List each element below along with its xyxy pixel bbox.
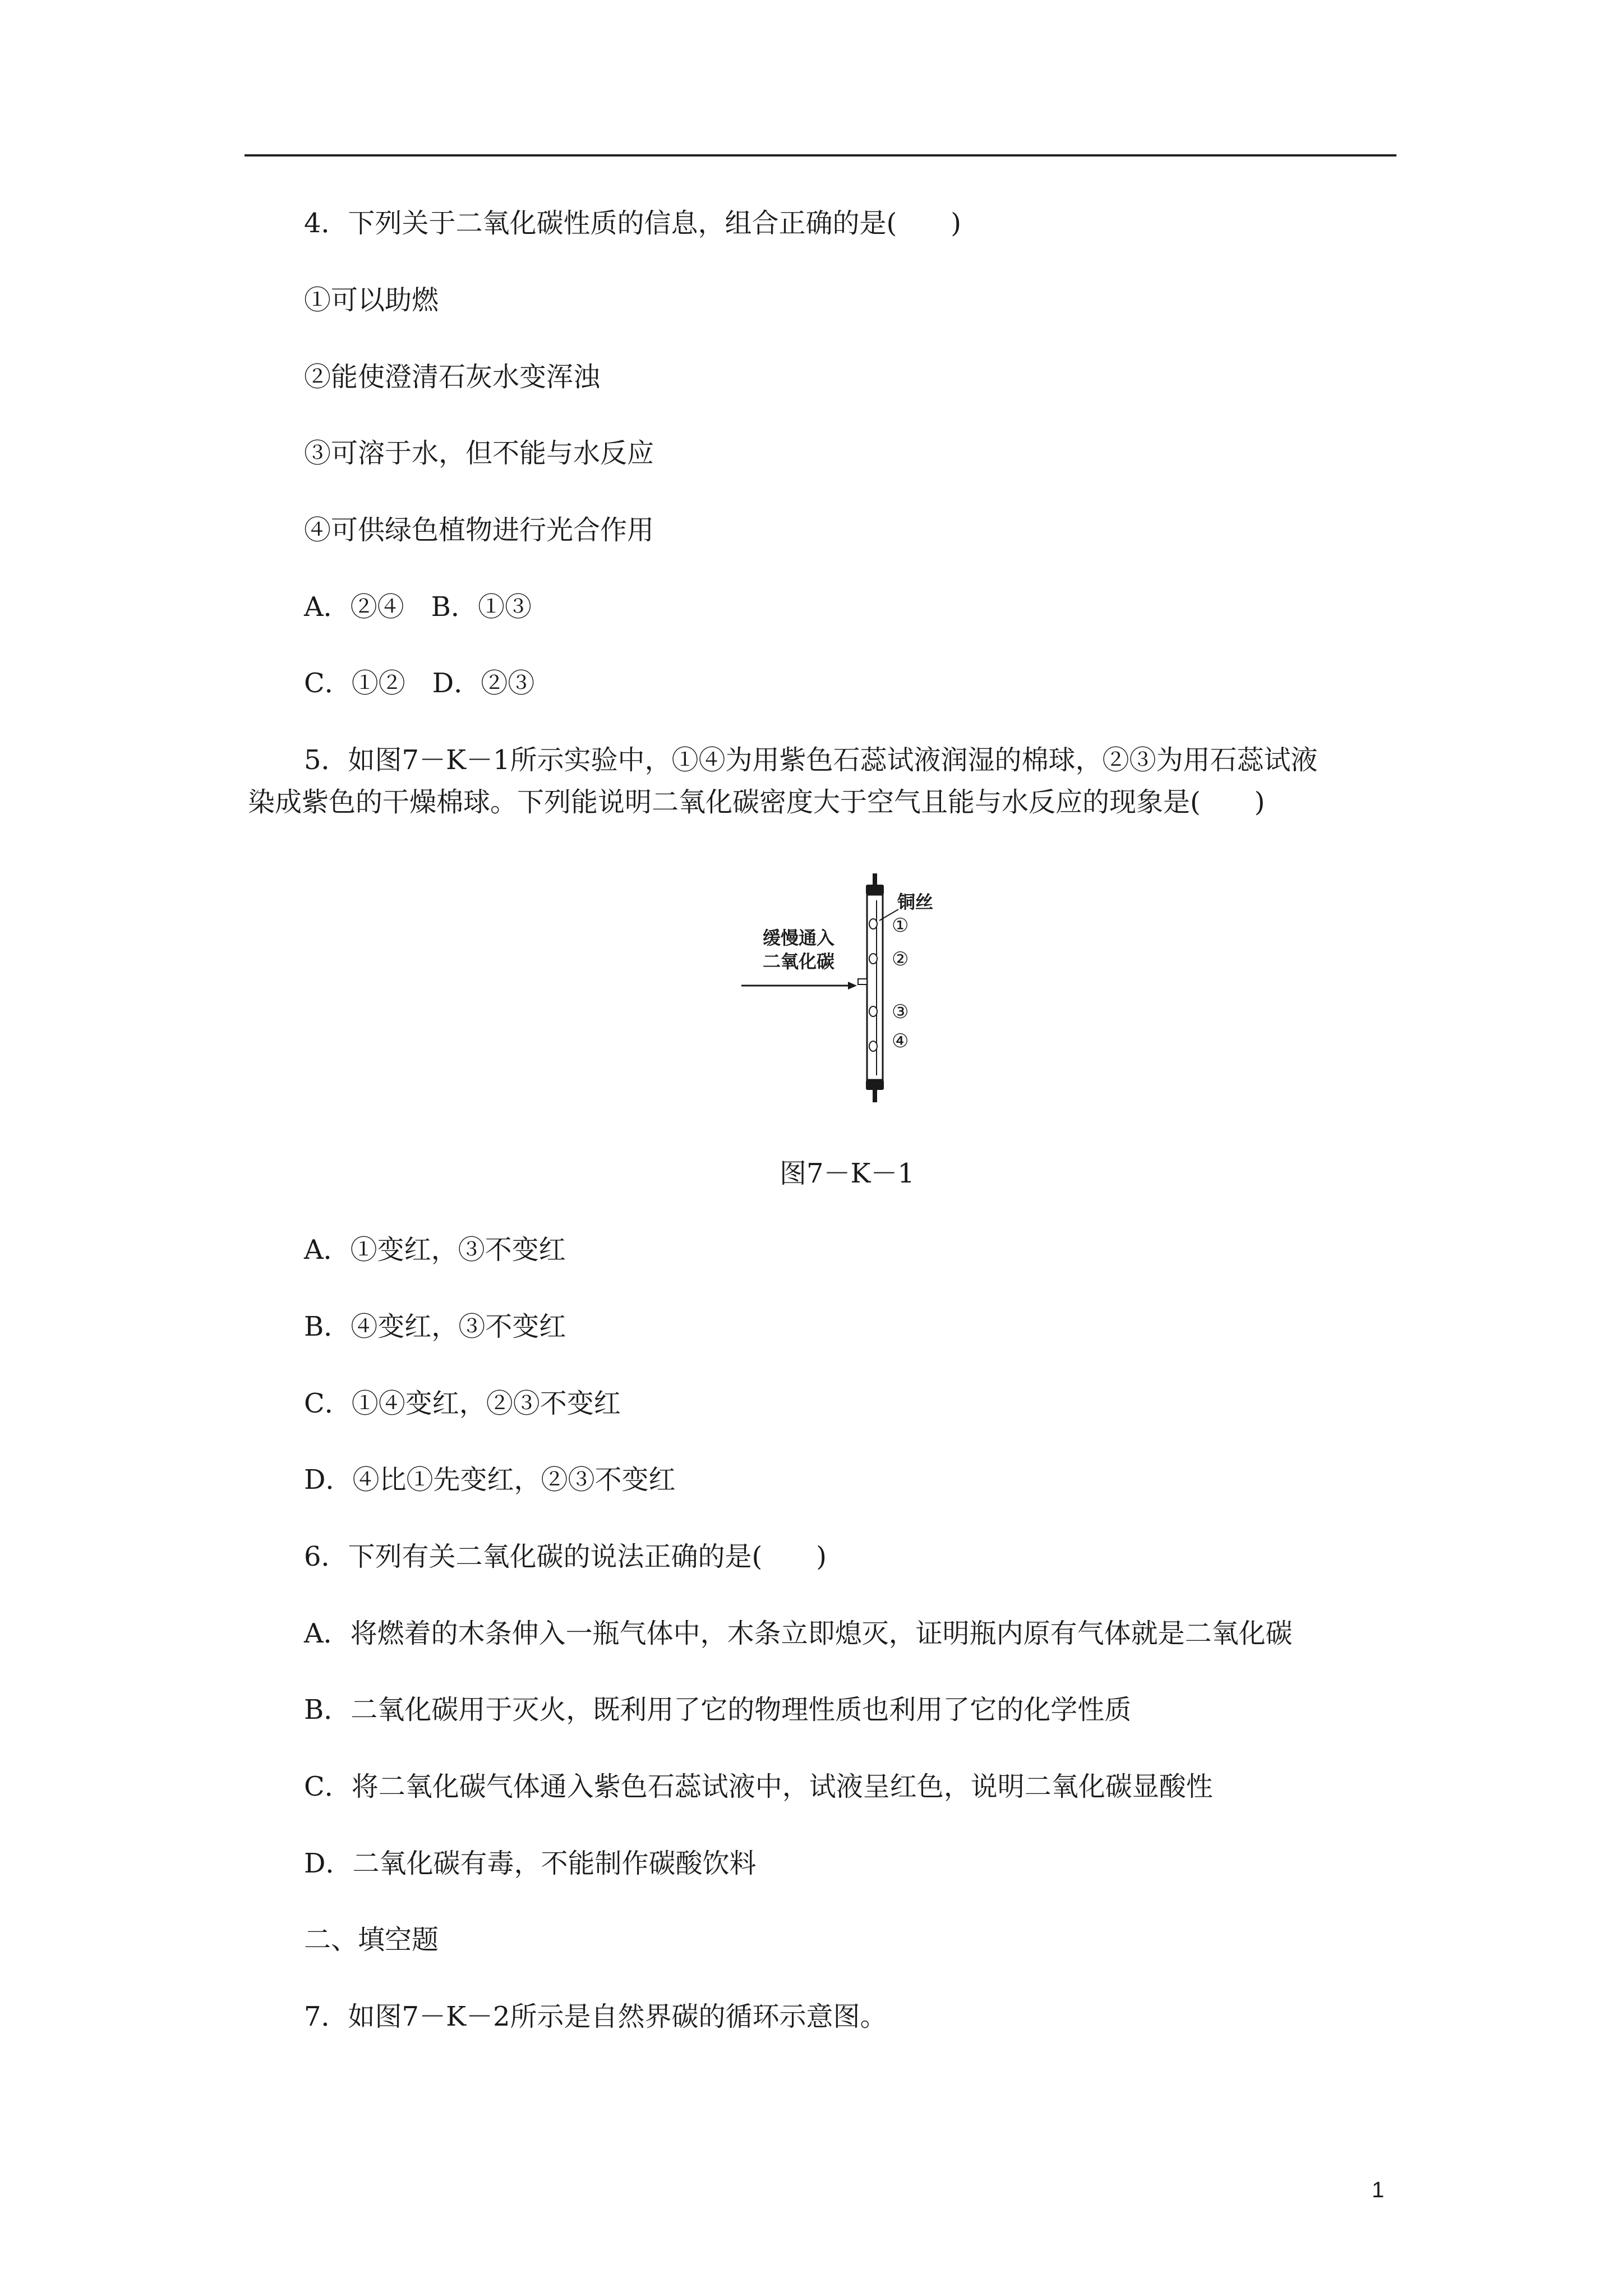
question-5-stem-line1: 5．如图7－K－1所示实验中，①④为用紫色石蕊试液润湿的棉球，②③为用石蕊试液 (304, 744, 1318, 776)
question-4-stem: 4．下列关于二氧化碳性质的信息，组合正确的是( ) (304, 208, 961, 239)
q4-options-ab: A．②④ B．①③ (304, 591, 532, 623)
q5-option-d: D．④比①先变红，②③不变红 (304, 1464, 676, 1496)
header-rule (245, 154, 1396, 157)
q4-options-cd: C．①② D．②③ (304, 668, 535, 699)
question-6-stem: 6．下列有关二氧化碳的说法正确的是( ) (304, 1541, 827, 1572)
q5-option-a: A．①变红，③不变红 (304, 1234, 566, 1266)
figure-caption: 图7－K－1 (780, 1158, 915, 1189)
q6-option-d: D．二氧化碳有毒，不能制作碳酸饮料 (304, 1848, 757, 1879)
ball-label-2: ② (892, 948, 909, 970)
copper-wire-label: 铜丝 (897, 891, 934, 913)
ball-label-4: ④ (892, 1030, 909, 1052)
ball-label-1: ① (892, 914, 909, 937)
page-number: 1 (1372, 2178, 1385, 2202)
q6-option-b: B．二氧化碳用于灭火，既利用了它的物理性质也利用了它的化学性质 (304, 1694, 1132, 1726)
inlet-label-line2: 二氧化碳 (763, 951, 835, 972)
experiment-figure (729, 867, 976, 1114)
q6-option-c: C．将二氧化碳气体通入紫色石蕊试液中，试液呈红色，说明二氧化碳显酸性 (304, 1771, 1213, 1802)
q4-item-4: ④可供绿色植物进行光合作用 (304, 514, 654, 546)
q4-item-3: ③可溶于水，但不能与水反应 (304, 438, 654, 469)
question-7-stem: 7．如图7－K－2所示是自然界碳的循环示意图。 (304, 2001, 887, 2032)
q5-option-b: B．④变红，③不变红 (304, 1311, 566, 1342)
q5-option-c: C．①④变红，②③不变红 (304, 1388, 621, 1419)
q4-item-1: ①可以助燃 (304, 284, 439, 316)
inlet-label-line1: 缓慢通入 (763, 927, 835, 949)
tube-apparatus-diagram (729, 867, 976, 1114)
q6-option-a: A．将燃着的木条伸入一瓶气体中，木条立即熄灭，证明瓶内原有气体就是二氧化碳 (304, 1618, 1293, 1649)
section-title: 二、填空题 (304, 1924, 439, 1955)
question-5-stem-line2: 染成紫色的干燥棉球。下列能说明二氧化碳密度大于空气且能与水反应的现象是( ) (248, 786, 1265, 818)
q4-item-2: ②能使澄清石灰水变浑浊 (304, 361, 601, 393)
ball-label-3: ③ (892, 1001, 909, 1023)
